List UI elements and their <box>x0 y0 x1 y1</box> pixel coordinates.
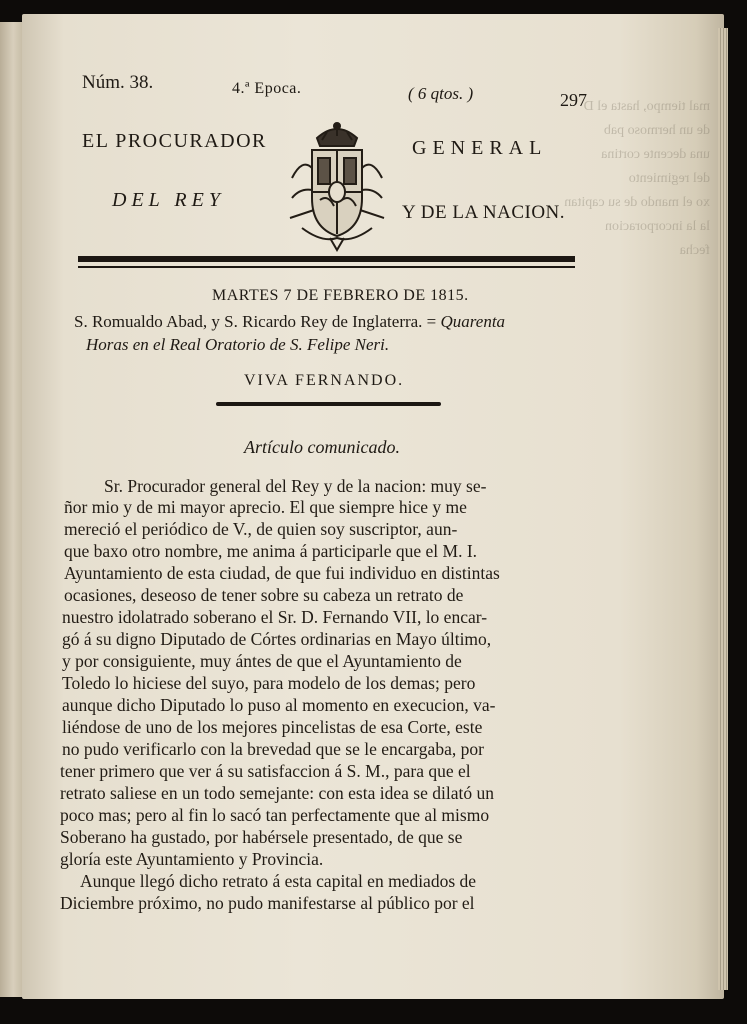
masthead-rule-thick <box>78 256 575 262</box>
issue-date: MARTES 7 DE FEBRERO DE 1815. <box>212 287 469 304</box>
section-divider <box>216 402 441 406</box>
saints-of-the-day-line-2: Horas en el Real Oratorio de S. Felipe Neri. <box>86 335 390 354</box>
masthead-del-rey: DEL REY <box>112 189 225 211</box>
article-line: que baxo otro nombre, me anima á participarle que el M. I. <box>64 541 478 561</box>
masthead-y-de-la-nacion: Y DE LA NACION. <box>402 202 566 223</box>
article-line: Diciembre próximo, no pudo manifestarse al público por el <box>60 893 475 913</box>
page-stack-edge <box>718 28 728 990</box>
article-line: tener primero que ver á su satisfaccion á S. M., para que el <box>60 761 471 781</box>
facing-page-edge <box>0 22 23 997</box>
masthead-rule-thin <box>78 266 575 268</box>
article-title: Artículo comunicado. <box>244 437 400 457</box>
article-line: Soberano ha gustado, por habérsele presentado, de que se <box>60 827 463 847</box>
price-label: ( 6 qtos. ) <box>408 84 474 103</box>
issue-number: Núm. 38. <box>82 72 154 93</box>
article-line: aunque dicho Diputado lo puso al momento en execucion, va- <box>62 695 496 715</box>
article-line: ñor mio y de mi mayor aprecio. El que siempre hice y me <box>64 497 467 517</box>
article-line: liéndose de uno de los mejores pincelistas de esa Corte, este <box>62 717 483 737</box>
article-line: Aunque llegó dicho retrato á esta capital en mediados de <box>80 871 477 891</box>
article-line: no pudo verificarlo con la brevedad que se le encargaba, por <box>62 739 484 759</box>
masthead-general: GENERAL <box>412 137 548 159</box>
masthead-el-procurador: EL PROCURADOR <box>82 130 267 152</box>
article-line: Sr. Procurador general del Rey y de la nacion: muy se- <box>104 476 487 496</box>
article-line: mereció el periódico de V., de quien soy suscriptor, aun- <box>64 519 458 539</box>
royal-coat-of-arms-icon <box>282 118 392 253</box>
epoch-label: 4.ª Epoca. <box>232 80 302 97</box>
article-line: gó á su digno Diputado de Córtes ordinarias en Mayo último, <box>62 629 492 649</box>
article-line: ocasiones, deseoso de tener sobre su cabeza un retrato de <box>64 585 464 605</box>
article-line: y por consiguiente, muy ántes de que el Ayuntamiento de <box>62 651 462 671</box>
article-line: Ayuntamiento de esta ciudad, de que fui individuo en distintas <box>64 563 500 583</box>
saints-of-the-day-line-1 <box>74 312 505 332</box>
saints-italic-text: Quarenta <box>440 312 506 331</box>
article-line: Toledo lo hiciese del suyo, para modelo de los demas; pero <box>62 673 476 693</box>
article-line: gloría este Ayuntamiento y Provincia. <box>60 849 324 869</box>
article-line: poco mas; pero al fin lo sacó tan perfectamente que al mismo <box>60 805 490 825</box>
motto: VIVA FERNANDO. <box>244 372 405 389</box>
page-number: 297 <box>560 90 587 110</box>
article-line: retrato saliese en un todo semejante: con esta idea se dilató un <box>60 783 494 803</box>
article-line: nuestro idolatrado soberano el Sr. D. Fernando VII, lo encar- <box>62 607 488 627</box>
show-through-texture: mal tiempo, hasta el D de un hermoso pab una decente cortina del regimiento xo el mando de su capitan la la incorporacion fecha <box>564 99 710 258</box>
saints-text: S. Romualdo Abad, y S. Ricardo Rey de Inglaterra. = <box>74 312 437 331</box>
